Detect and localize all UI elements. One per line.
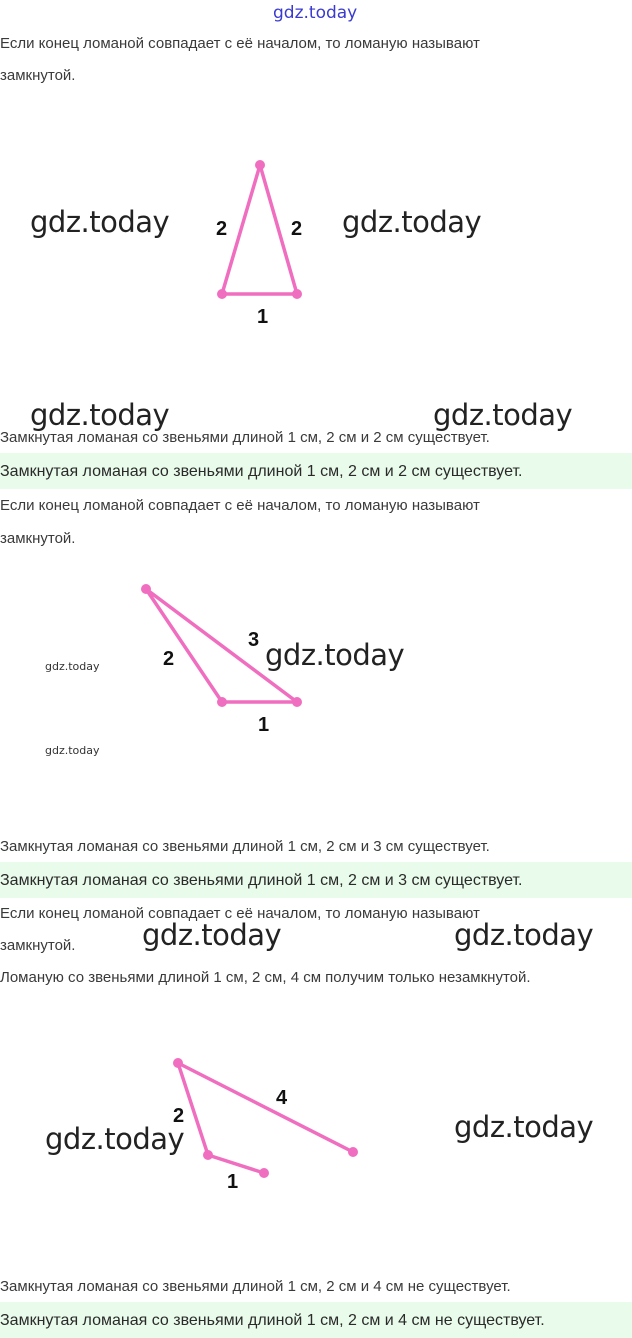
side-label-left: 2 bbox=[216, 218, 228, 240]
watermark: gdz.today bbox=[454, 918, 594, 952]
vertex-point bbox=[292, 697, 302, 707]
watermark: gdz.today bbox=[30, 205, 170, 239]
top-watermark: gdz.today bbox=[273, 3, 358, 23]
vertex-point bbox=[203, 1150, 213, 1160]
watermark: gdz.today bbox=[45, 1122, 185, 1156]
vertex-point bbox=[173, 1058, 183, 1068]
answer-highlight-text: Замкнутая ломаная со звеньями длиной 1 см, 2 см и 4 см не существует. bbox=[0, 1312, 545, 1329]
watermark: gdz.today bbox=[142, 918, 282, 952]
vertex-point bbox=[255, 160, 265, 170]
side-label-left: 2 bbox=[173, 1105, 185, 1127]
answer-text: Замкнутая ломаная со звеньями длиной 1 см, 2 см и 2 см существует. bbox=[0, 429, 490, 446]
watermark: gdz.today bbox=[30, 398, 170, 432]
vertex-point bbox=[217, 289, 227, 299]
answer-highlight bbox=[0, 862, 632, 898]
figure-open-polyline-1-2-4 bbox=[173, 1058, 358, 1193]
vertex-point bbox=[141, 584, 151, 594]
closed-polyline-1 bbox=[222, 165, 297, 294]
vertex-point bbox=[292, 289, 302, 299]
side-label-bottom: 1 bbox=[227, 1171, 239, 1193]
answer-highlight-text: Замкнутая ломаная со звеньями длиной 1 см, 2 см и 3 см существует. bbox=[0, 872, 523, 889]
definition-text: Если конец ломаной совпадает с её началом, то ломаную называют bbox=[0, 35, 480, 52]
side-label-long: 4 bbox=[276, 1087, 288, 1109]
definition-text-cont: замкнутой. bbox=[0, 67, 76, 84]
vertex-point bbox=[348, 1147, 358, 1157]
answer-text: Замкнутая ломаная со звеньями длиной 1 см, 2 см и 3 см существует. bbox=[0, 838, 490, 855]
side-label-bottom: 1 bbox=[257, 306, 269, 328]
answer-text: Замкнутая ломаная со звеньями длиной 1 см, 2 см и 4 см не существует. bbox=[0, 1278, 511, 1295]
watermark: gdz.today bbox=[265, 638, 405, 672]
watermark-small: gdz.today bbox=[45, 744, 100, 757]
note-text: Ломаную со звеньями длиной 1 см, 2 см, 4 см получим только незамкнутой. bbox=[0, 969, 531, 986]
answer-highlight bbox=[0, 453, 632, 489]
answer-highlight bbox=[0, 1302, 632, 1338]
side-label-left: 2 bbox=[163, 648, 175, 670]
definition-text: Если конец ломаной совпадает с её началом, то ломаную называют bbox=[0, 905, 480, 922]
watermark: gdz.today bbox=[342, 205, 482, 239]
vertex-point bbox=[217, 697, 227, 707]
side-label-top: 3 bbox=[248, 629, 260, 651]
figure-triangle-2-2-1 bbox=[216, 160, 302, 328]
side-label-bottom: 1 bbox=[258, 714, 270, 736]
definition-text: Если конец ломаной совпадает с её началом, то ломаную называют bbox=[0, 497, 480, 514]
answer-highlight-text: Замкнутая ломаная со звеньями длиной 1 см, 2 см и 2 см существует. bbox=[0, 463, 523, 480]
watermark-small: gdz.today bbox=[45, 660, 100, 673]
definition-text-cont: замкнутой. bbox=[0, 937, 76, 954]
watermark: gdz.today bbox=[433, 398, 573, 432]
definition-text-cont: замкнутой. bbox=[0, 530, 76, 547]
side-label-right: 2 bbox=[291, 218, 303, 240]
watermark: gdz.today bbox=[454, 1110, 594, 1144]
vertex-point bbox=[259, 1168, 269, 1178]
